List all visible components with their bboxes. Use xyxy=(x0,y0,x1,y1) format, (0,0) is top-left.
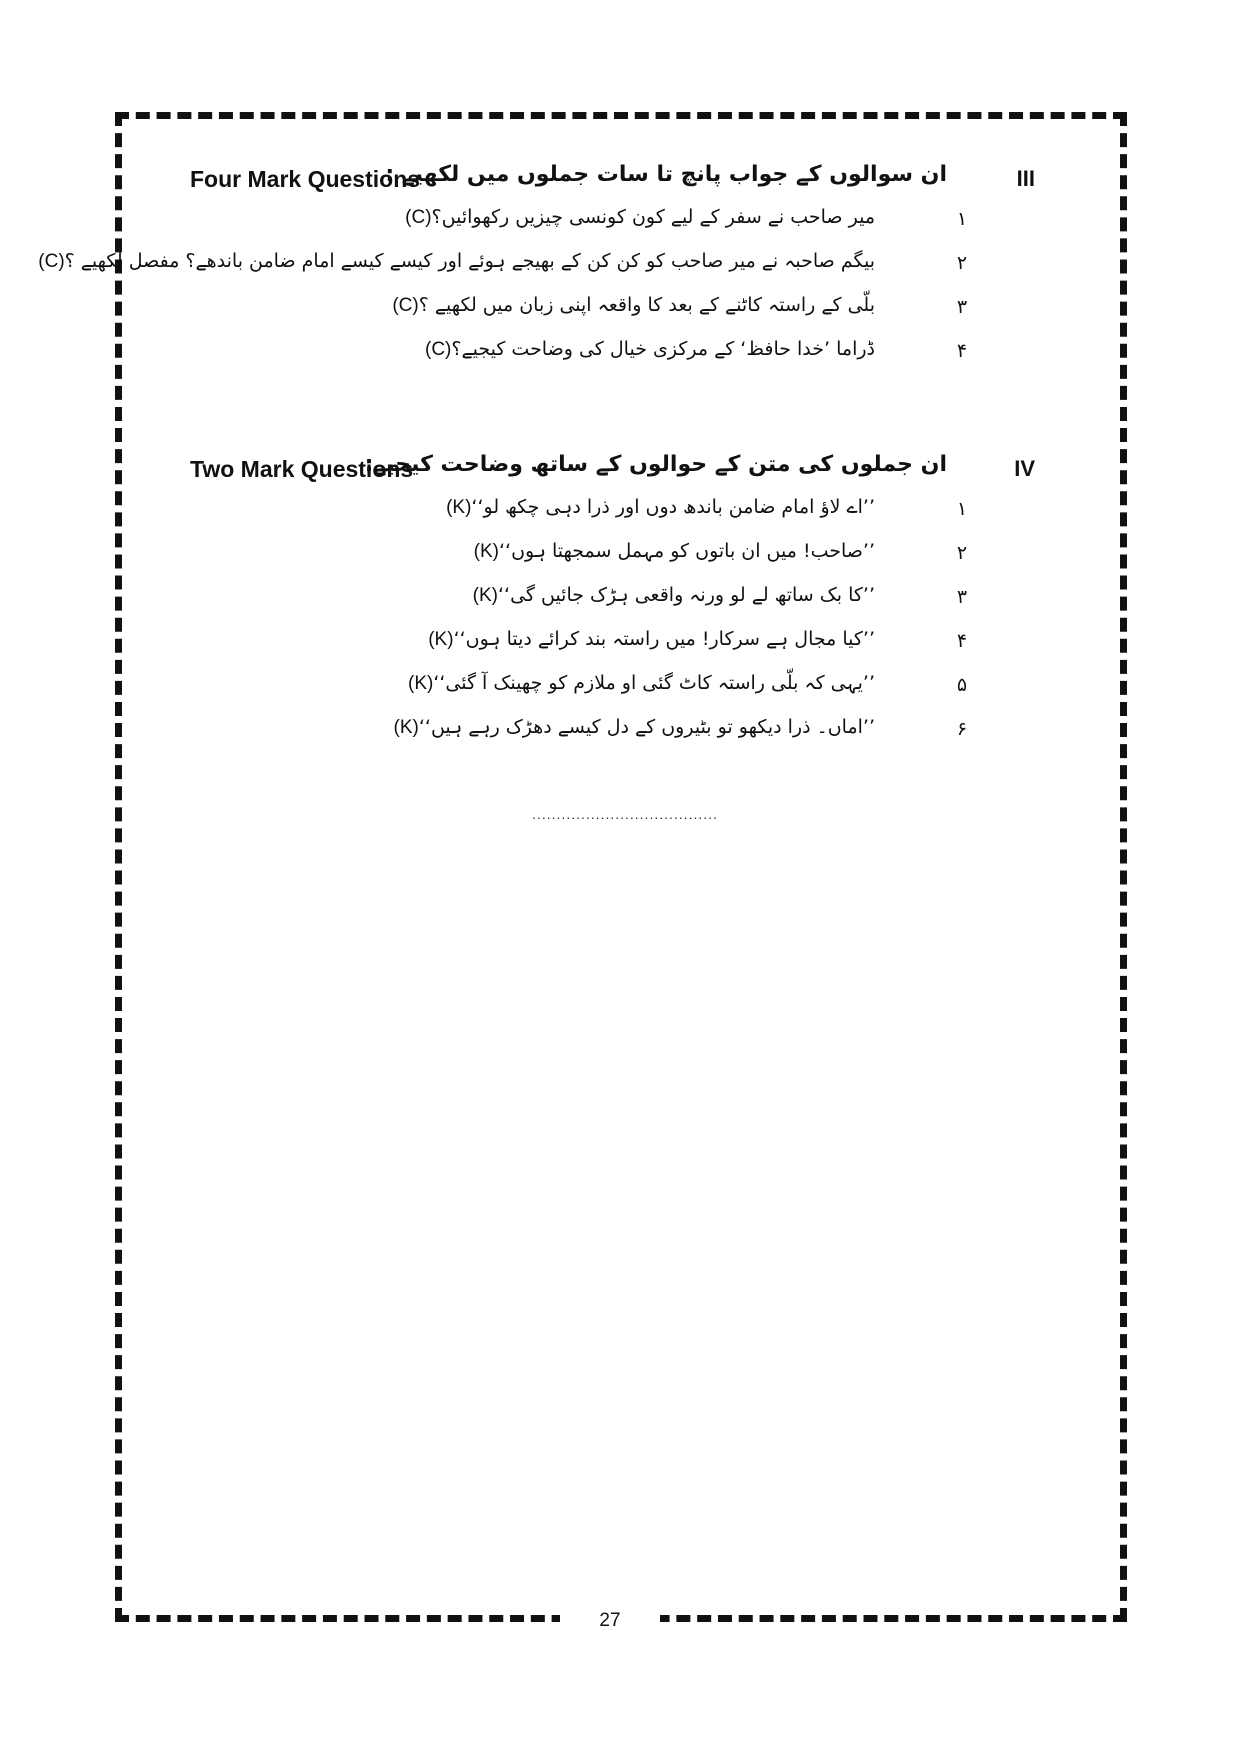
dotted-separator: ...................................... xyxy=(532,806,718,822)
question-text xyxy=(425,338,875,361)
section-two-mark-questions xyxy=(190,452,1035,756)
section-number: III xyxy=(1016,166,1035,191)
question-item xyxy=(190,334,1035,378)
question-body: ’’کا بک ساتھ لے لو ورنہ واقعی ہڑک جائیں گی‘‘ xyxy=(497,584,875,606)
section-title-english: Four Mark Questions xyxy=(190,166,421,192)
question-text xyxy=(428,628,875,651)
question-text xyxy=(405,206,875,229)
section-title-urdu: ان سوالوں کے جواب پانچ تا سات جملوں میں لکھیے : xyxy=(385,162,947,187)
question-tag: (K) xyxy=(473,541,499,562)
question-number: ۶ xyxy=(956,718,968,740)
question-item xyxy=(38,246,1035,290)
question-item xyxy=(190,202,1035,246)
question-number: ۲ xyxy=(956,542,968,564)
question-body: میر صاحب نے سفر کے لیے کون کونسی چیزیں رکھوائیں؟ xyxy=(431,206,875,228)
question-item xyxy=(190,580,1035,624)
question-tag: (C) xyxy=(392,295,419,316)
question-body: ’’اے لاؤ امام ضامن باندھ دوں اور ذرا دہی چکھ لو‘‘ xyxy=(471,496,875,518)
question-body: ’’صاحب! میں ان باتوں کو مہمل سمجھتا ہوں‘‘ xyxy=(498,540,875,562)
section-title-urdu: ان جملوں کی متن کے حوالوں کے ساتھ وضاحت کیجیے: xyxy=(364,452,947,477)
question-text xyxy=(474,540,875,563)
question-number: ۳ xyxy=(956,296,968,318)
question-number: ۵ xyxy=(956,674,968,696)
question-number: ۱ xyxy=(956,208,968,230)
question-body: ’’یہی کہ بلّی راستہ کاٹ گئی او ملازم کو چھینک آ گئی‘‘ xyxy=(433,672,875,694)
question-item xyxy=(190,668,1035,712)
question-number: ۱ xyxy=(956,498,968,520)
question-tag: (K) xyxy=(472,585,498,606)
question-tag: (C) xyxy=(424,339,452,360)
question-item xyxy=(190,492,1035,536)
page-number: 27 xyxy=(599,1610,621,1631)
question-text xyxy=(408,672,875,695)
question-tag: (C) xyxy=(405,207,432,228)
section-four-mark-questions xyxy=(38,162,1035,378)
question-item xyxy=(190,290,1035,334)
question-item xyxy=(190,536,1035,580)
question-number: ۲ xyxy=(956,252,968,274)
question-text xyxy=(473,584,875,607)
question-body: ڈراما ’خدا حافظ‘ کے مرکزی خیال کی وضاحت کیجیے؟ xyxy=(451,338,875,360)
question-tag: (K) xyxy=(428,629,454,650)
question-tag: (K) xyxy=(446,497,472,518)
question-tag: (C) xyxy=(38,251,65,272)
question-number: ۴ xyxy=(956,340,968,362)
question-text xyxy=(446,496,875,519)
question-body: ’’اماں۔ ذرا دیکھو تو بٹیروں کے دل کیسے دھڑک رہے ہیں‘‘ xyxy=(418,716,875,738)
section-title-english: Two Mark Questions xyxy=(190,456,414,482)
question-text xyxy=(38,250,875,273)
section-number: IV xyxy=(1014,456,1035,481)
question-tag: (K) xyxy=(407,673,434,694)
section-header xyxy=(190,162,1035,202)
question-item xyxy=(190,712,1035,756)
question-number: ۴ xyxy=(956,630,968,652)
section-header xyxy=(190,452,1035,492)
question-tag: (K) xyxy=(393,717,419,738)
question-body: بیگم صاحبہ نے میر صاحب کو کن کن کے بھیجے ہوئے اور کیسے کیسے امام ضامن باندھے؟ مفصل لکھیے ؟ xyxy=(64,250,875,272)
question-body: ’’کیا مجال ہے سرکار! میں راستہ بند کرائے دیتا ہوں‘‘ xyxy=(453,628,875,650)
question-text xyxy=(394,716,875,739)
question-number: ۳ xyxy=(956,586,968,608)
question-text xyxy=(392,294,875,317)
question-body: بلّی کے راستہ کاٹنے کے بعد کا واقعہ اپنی زبان میں لکھیے ؟ xyxy=(418,294,875,316)
question-item xyxy=(190,624,1035,668)
